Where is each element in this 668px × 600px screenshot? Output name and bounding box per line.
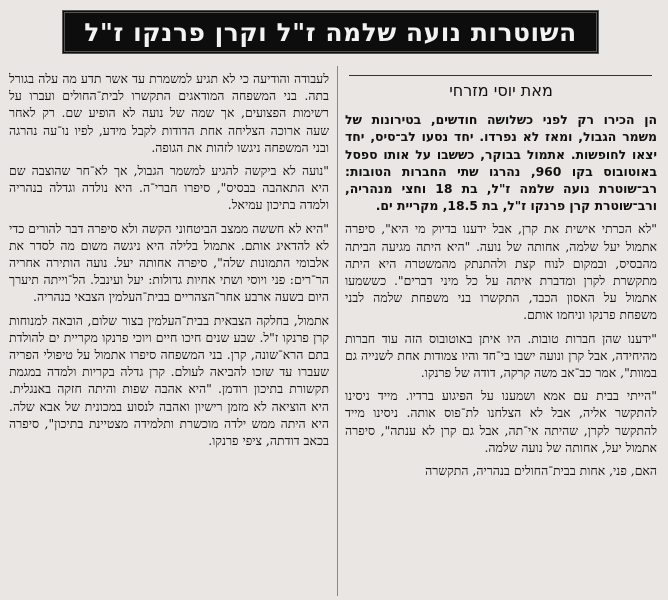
article-paragraph: "נועה לא ביקשה להגיע למשמר הגבול, אך לא־חר שהוצבה שם היא התאהבה בבסיס", סיפרו חברי־ה. היא נולדה וגדלה בנהריה ולמדה בתיכון עמיאל. [9,163,329,213]
article-paragraph: "ידענו שהן חברות טובות. היו איתן באוטובוס הזה עוד חברות מהיחידה, אבל קרן ונועה ישבו בי־חד והיו צמודות אחת לשנייה גם במוות", אמר כב־אב משה קרקה, דודה של פרנקו. [345,330,657,381]
article-paragraph: האם, פני, אחות בבית־החולים בנהריה, התקשרה [425,463,657,479]
article-paragraph: לעבודה והודיעה כי לא תגיע למשמרת עד אשר תדע מה עלה בגורל בתה. בני המשפחה המודאגים התקשרו לבית־החולים ועברו על רשימות הפצועים, אך שמה של נועה לא הופיע שם. רק לאחר שעה ארוכה הצליחה אחת הדודות לקבל מידע, לפיו נו־עה נהרגה ובני המשפחה ניגשו לזהות את הגופה. [9,71,329,155]
lead-paragraph: הן הכירו רק לפני כשלושה חודשים, בטירונות של משמר הגבול, ומאז לא נפרדו. יחד נסעו לב־סיס, יחד יצאו לחופשות. אתמול בבוקר, כששבו על אותו ספסל באוטובוס בקו 960, נהרגו שתי החברות הטובות: רב־שוטרת נועה שלמה ז"ל, בת 18 וחצי מנהריה, ורב־שוטרת קרן פרנקו ז"ל, בת 18.5, מקריית ים. [345,112,657,214]
right-column [345,66,657,596]
byline: מאת יוסי מזרחי [449,81,553,100]
headline: השוטרות נועה שלמה ז"ל וקרן פרנקו ז"ל [62,10,599,54]
article-paragraph: "היא לא חששה ממצב הביטחוני הקשה ולא סיפרה דבר להורים כדי לא להדאיג אותם. אתמול בלילה היא ניגשה משום מה לסדר את אלבומי התמונות שלה", סיפרה אחותה יעל. נועה הותירה אחריה הר־רים: פני ויוסי ושתי אחיות גדולות: יעל ועינבל. הל־וייתה תיערך היום בשעה ארבע אחר־הצהריים בבית־העלמין הצבאי בנהריה. [9,220,329,305]
article-paragraph: "הייתי בבית עם אמא ושמענו על הפיגוע ברדיו. מייד ניסינו להתקשר אליה, אבל לא הצלחנו לת־פוס אותה. ניסינו מייד להתקשר לקרן, שהיתה אי־תה, אבל גם קרן לא ענתה", סיפרה אתמול יעל, אחותה של נועה שלמה. [345,388,657,455]
article-paragraph: אתמול, בחלקה הצבאית בבית־העלמין בצור שלום, הובאה למנוחות קרן פרנקו ז"ל. שבע שנים חיכו חיים ויוכי פרנקו מקריית ים להולדת בתם הרא־שונה, קרן. בני המשפחה סיפרו אתמול על טיפולי הפריה שעברו עד שזכו להביאה לעולם. קרן גדלה בקריות ולמדה במגמת תקשורת בתיכון רודמן. "היא אהבה שפות והיתה חזקה באנגלית. היא הוציאה לא מזמן רישיון ואהבה לנסוע במכונית של אבא שלה. היא היתה ממש ילדה מוכשרת ותלמידה מצטיינת בתיכון", סיפרה בכאב דודתה, ציפי פרנקו. [9,312,329,449]
article-paragraph: "לא הכרתי אישית את קרן, אבל ידענו בדיוק מי היא", סיפרה אתמול יעל שלמה, אחותה של נועה. "היא היתה מגיעה הביתה מהבסיס, ובמקום לנוח קצת ולהתנתק מהמשטרה היא היתה מתקשרת לקרן ומדברת איתה על כל מיני דברים". כששמעו אתמול על האסון הכבד, התקשרו בני משפחת שלמה לבני משפחת פרנקו וניחמו אותם. [345,221,657,323]
column-divider [337,66,338,596]
left-column [9,70,329,600]
